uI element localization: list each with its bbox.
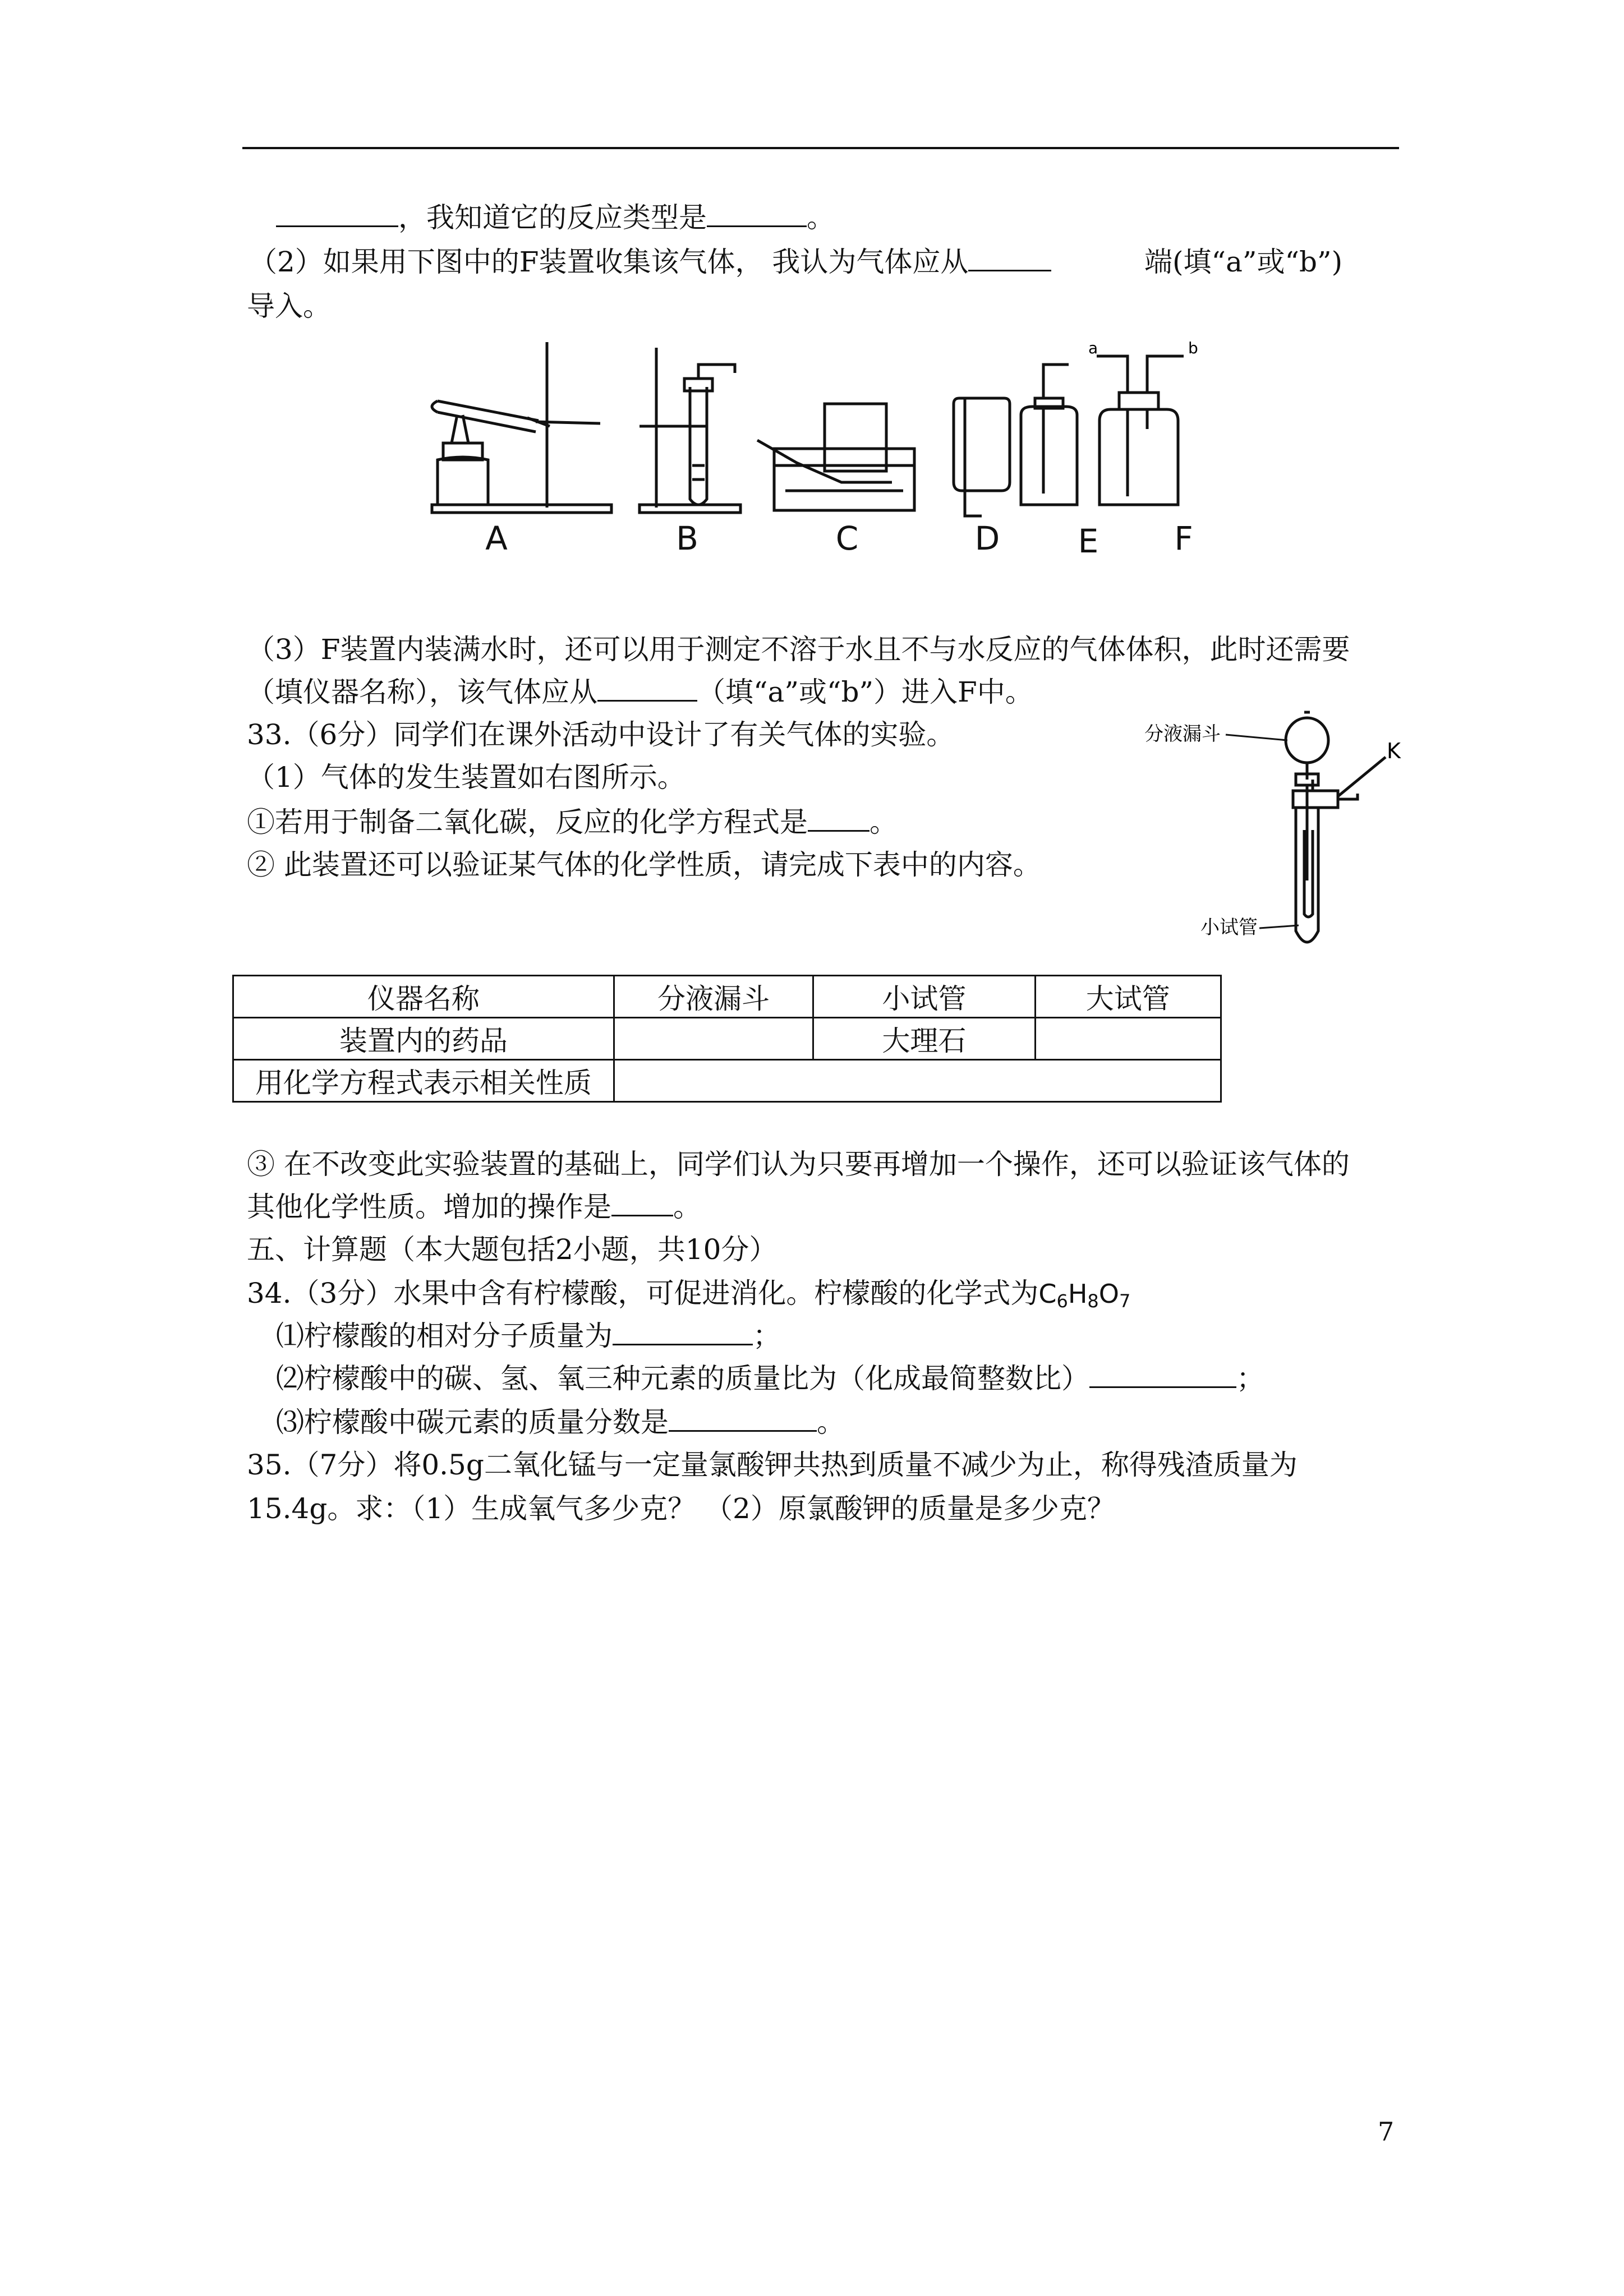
apparatus-c (757, 404, 914, 510)
section-5-heading: 五、计算题（本大题包括2小题，共10分） (247, 1233, 778, 1266)
small-tube-label: 小试管 (1200, 916, 1258, 939)
question-33-p3: ② 此装置还可以验证某气体的化学性质，请完成下表中的内容。 (247, 849, 1041, 881)
table-row (233, 1060, 1221, 1102)
table-cell: 用化学方程式表示相关性质 (233, 1060, 614, 1102)
question-34-s1: ⑴柠檬酸的相对分子质量为 ； (276, 1320, 781, 1352)
apparatus-figure (415, 336, 1245, 561)
answer-blank[interactable] (968, 245, 1051, 271)
header-rule (242, 147, 1399, 149)
question-2-tail: 端(填“a”或“b”) (1144, 246, 1343, 278)
apparatus-a (432, 342, 611, 513)
label-d: D (974, 519, 1000, 557)
label-c: C (835, 519, 859, 557)
answer-blank[interactable] (669, 1405, 817, 1432)
question-33-p5: 其他化学性质。增加的操作是 。 (247, 1191, 701, 1223)
apparatus-e (1021, 365, 1077, 505)
answer-blank[interactable] (808, 805, 869, 832)
table-cell: 分液漏斗 (614, 976, 813, 1018)
gas-generator-figure (1144, 695, 1436, 959)
question-33-p1: （1）气体的发生装置如右图所示。 (247, 761, 686, 794)
answer-blank[interactable] (613, 1319, 753, 1345)
answer-blank[interactable] (276, 201, 398, 227)
apparatus-b (640, 348, 740, 513)
table-cell[interactable] (614, 1018, 813, 1060)
valve-k-label: K (1387, 739, 1401, 763)
question-33-p4: ③ 在不改变此实验装置的基础上，同学们认为只要再增加一个操作，还可以验证该气体的 (247, 1148, 1350, 1181)
question-3-line1: （3）F装置内装满水时，还可以用于测定不溶于水且不与水反应的气体体积，此时还需要 (247, 633, 1350, 666)
question-2-line2: 导入。 (247, 290, 331, 322)
label-f: F (1174, 519, 1193, 557)
question-34-s2: ⑵柠檬酸中的碳、氢、氧三种元素的质量比为（化成最简整数比） ； (276, 1362, 1264, 1395)
table-cell[interactable] (614, 1060, 1221, 1102)
page-number: 7 (1378, 2117, 1395, 2147)
table-cell: 仪器名称 (233, 976, 614, 1018)
question-35-line2: 15.4g。求：（1）生成氧气多少克？ （2）原氯酸钾的质量是多少克？ (247, 1492, 1115, 1525)
table-cell: 大理石 (813, 1018, 1035, 1060)
answer-blank[interactable] (597, 675, 697, 702)
table-cell: 小试管 (813, 976, 1035, 1018)
apparatus-f (1097, 356, 1184, 505)
question-33-p2: ①若用于制备二氧化碳，反应的化学方程式是 。 (247, 806, 898, 838)
question-34-s3: ⑶柠檬酸中碳元素的质量分数是 。 (276, 1406, 845, 1439)
port-b-label: b (1188, 339, 1198, 357)
label-a: A (485, 519, 508, 557)
table-header-row (233, 976, 1221, 1018)
answer-blank[interactable] (1089, 1362, 1236, 1388)
table-row (233, 1018, 1221, 1060)
question-2: （2）如果用下图中的F装置收集该气体， 我认为气体应从 (249, 245, 1051, 279)
question-33-title: 33.（6分）同学们在课外活动中设计了有关气体的实验。 (247, 718, 955, 751)
question-35-line1: 35.（7分）将0.5g二氧化锰与一定量氯酸钾共热到质量不减少为止，称得残渣质量为 (247, 1449, 1298, 1481)
table-cell: 装置内的药品 (233, 1018, 614, 1060)
table-cell[interactable] (1035, 1018, 1221, 1060)
reagent-table (232, 975, 1222, 1103)
table-cell: 大试管 (1035, 976, 1221, 1018)
citric-acid-formula: $C_6H_8O_7$ (1038, 1279, 1131, 1312)
funnel-label: 分液漏斗 (1144, 723, 1221, 745)
question-34-title: 34.（3分）水果中含有柠檬酸，可促进消化。柠檬酸的化学式为$C_6H_8O_7$ (247, 1277, 1131, 1312)
label-b: B (676, 519, 698, 557)
question-3-line2: （填仪器名称），该气体应从 （填“a”或“b”）进入F中。 (247, 676, 1033, 708)
answer-blank[interactable] (707, 201, 807, 227)
apparatus-d (954, 398, 1010, 516)
answer-blank[interactable] (611, 1190, 673, 1216)
label-e: E (1078, 522, 1099, 560)
port-a-label: a (1088, 339, 1098, 357)
line-reaction-type: ，我知道它的反应类型是 。 (276, 201, 835, 234)
